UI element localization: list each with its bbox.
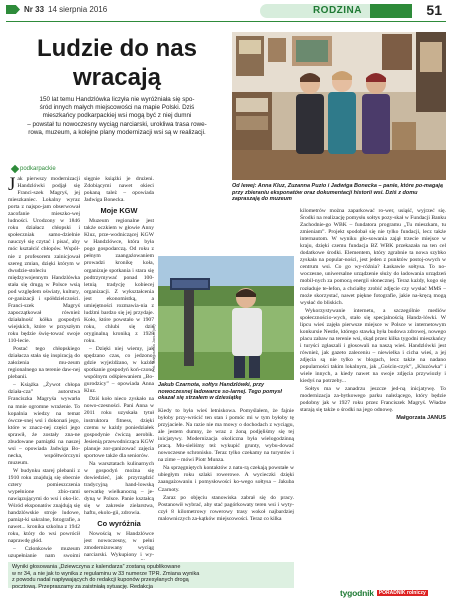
lead-line: 150 lat temu Handzlówka liczyła nie wyróżniała się spo- (39, 96, 195, 103)
logo-poradnik: PORADNIK rolniczy (378, 590, 426, 596)
notice-line: Wyniki głosowania „Dziewczyna z kalendarza” zostaną opublikowane (12, 564, 181, 570)
article-column-2 (84, 176, 154, 560)
lead-line: rowa, muzeum, a kolejne plany modernizacji wsi są w realizacji. (28, 128, 206, 136)
page-number: 51 (426, 2, 442, 18)
issue-date: 14 sierpnia 2016 (48, 5, 108, 14)
solar-photo-caption (158, 382, 294, 402)
paragraph: Kiedy to była wieś letniskowa. Pomyślałem, że fajnie byłoby przy-wrócić ten stan i pomóc mi w tym byłoby tę przyjaciele. Na razie nie ma mowy o dochodach z wyciągu, ale jestem dumny, że wraz z żoną podjęliśmy się tej inicjatywy. Modernizacja okoliczna była wielogodzinną pracą. Mu-sieliśmy też wykupić grunty, wybu-dować nowoczesne schronisko. Teraz tylko czekamy na turystów i na zime – mówi Piotr Munza. (158, 408, 294, 464)
section-label: RODZINA (312, 5, 362, 16)
paragraph: Na warsztatach kulinarnych w gospodyń można się dowiedzieć, jak przyrządzić tradycyjną hand-lowską serwatkę wielkanocną – je-dyną w Polsce. Panie kształcą się w zakresie zielarstwa, haftu, ekolo-gii, zdrowia. (84, 460, 154, 517)
section-bar (370, 4, 412, 18)
paragraph: Muzeum regionalne jest także oczkiem w głowie Anny Kluz, prze-wodniczącej KGW w Handzlówce, która była pogo gospodarczą. Od roku z pełnym zaangażowaniem prowadzi kronikę koła, organizuje spotkania i stara się podtrzymywać ponad 100-letnią tradycję kobiecej organizacji. Z wykształcenia jest ekonomistką, a umiejętności rozmawia-nia z ludźmi bardzo się jej przydaje. Koło, które powstało w 1907 roku, chlubi się dziś oryginalną kroniką z 1928 roku. (84, 218, 154, 344)
paragraph: Postać tego chłopskiego działacza stała się inspiracją do założenia mu-zeum regionalnego na terenie daw-nej plebanii. (8, 346, 80, 381)
museum-photo-caption (232, 183, 446, 203)
publication-logo (340, 588, 428, 598)
tag-icon (11, 165, 19, 173)
section-label-box (260, 4, 370, 18)
article-column-1 (8, 176, 80, 560)
article-lead (8, 96, 226, 137)
paragraph: Wykorzystywanie internetu, a szczególnie mediów społecznościo-wych, stało się specjalnością Handz-lówki. W lipcu wieś zajęła pierwsze miejsce w Polsce w internetowym konkursie Nestle, którego stawką była budowa zdrowej, nowego placu zabaw na terenie wsi, skąd przez kilka tygodni mieszkańcy i turyści zgłaszali i głosowali na naszą wieś. Handzlówki jest również, jak gazeto zaleceniu – niewielka i cicha wieś, a jej zdjęcia są nie tylko w blogach, lecz także na nadano popularności takim lokalnym, jak „Gościn-czyk”, „Kluzówka” i wiele innych, a kiedy nawet na swoje zdjęcia przywiozły i kiedyś na potrzeby... (300, 307, 446, 385)
title-line-1: Ludzie do nas (36, 35, 197, 62)
paragraph: Na sprzęgniętych kontaktów z natu-rą czekają powstałe w ubiegłym roku szlaki rowerowe. A wycieczki dzięki zaangażowaniu i pomysłowości ko-wego sołtysa – Jakuba Czarnoty. (158, 465, 294, 493)
lead-line: – powstał tu nowoczesny wyciąg narciarski, urokliwa trasa rowe- (27, 120, 207, 128)
header-divider (6, 21, 446, 22)
paragraph: kilometrów można zaparkować ro-wer, usiąść, wyjrzeć się. Środki na realizację pomysłu sołtys pozy-skał w Fundacji Banku Zachodnie-go WBK – fundatora programu „Tu mieszkam, tu zmieniam”. Projekt spodobał się nie tylko fundacji, lecz także internautom. W wyniku gło-sowania zajął trzecie miejsce w kraju, dzięki czemu fundacja BZ WBK przekazała na ten cel dodatkowe środki. Elementem, który zgrabnie ta nowa szybko zyskała na popular-ności, jest jeden z punktów postoj-owych w centrum wsi. Co go wy-różnia? Łaskawie sołtysa. To no-woczesne, uniwersalne urządzenie służy do ładowania urządzeń mobil-nych za pomocą energii słonecznej. Teraz każdy, kogo się rozładuje te-lefon, a chciałby zrobić zdjęcie czy wysłać MMS – może skorzystać, nawet piękne fotografie, jakie na-kręcą mogą wysłać do bliskich. (300, 208, 446, 306)
editorial-notice-box (8, 562, 294, 588)
notice-line: pocztową. Przepraszamy za zaistniałą sytuację. Redakcja (12, 583, 153, 590)
notice-line: z powodu nadal napływających do redakcji kuponów przesyłanych drogą (12, 577, 189, 584)
solar-caption-main: Jakub Czarnota, sołtys Handzlówki, przy nowoczesnej ładowarce so-larnej. Tego pomysł okazał się strzałem w dziesiątkę (158, 382, 282, 402)
paragraph: W budynku starej plebanii z 1910 roku znajdują się obecnie cztery pomieszczenia wypełnione zbio-rami nawiązującymi do wsi i oko-lic. Wśród eksponatów znajdują się handzlówskie stroje ludowe, pamiąt-ki sakralne, fotografie, a nawet... kronika szkolna z 1942 roku, który do wsi powrócił naprawdę głód. (8, 467, 80, 545)
paragraph: – Książka „Żywot chłopa działa-cza” autorstwa Franciszka Magryśa wywarła na mnie ogromne wrażenie. To kopalnia wiedzy na temat ówcze-snej wsi i dokonań jego, które w znacz-nej części jego sprawił, że zostały zna-ne zbudowane pamiątki na naszej wsi – opowiada Jadwiga Bo-necka, współtwórczyni muzeum. (8, 382, 80, 466)
region-tag (12, 166, 56, 172)
arrow-icon (6, 5, 20, 14)
photo-credit: Fot. Małgorzata Janus (x2) (151, 324, 156, 372)
drop-cap: J (8, 176, 16, 195)
logo-tygodnik: tygodnik (340, 588, 374, 598)
paragraph: – Dzięki niej wiemy, jak spędzano czas, co jedzono, gdzie wyjeżdżano, w każde spotkanie gospodyń koń-czono wspólnym odśpiewaniem „Bo-gurodzicy” – opowiada Anna Kluz. (84, 346, 154, 395)
paragraph: sięgnie książki je drużeni. Zdobiącymi nawet okieci pokaną tależ – opowiada Jadwiga Bonecka. (84, 176, 154, 204)
museum-caption-main: Od lewej: Anna Kluz, Zuzanna Puzio i Jadwiga Bonecka – panie, które po-magają przy zbieraniu eksponatów oraz dokumentacji historii wsi. Dziś (232, 183, 443, 196)
paragraph: – Członkowie muzeum uzupełnianie nam swoimi (8, 546, 80, 560)
solar-charger-photo-image (158, 256, 294, 380)
paragraph: Dziś koło nieco zyskało na nowo-czesności. Pani Anna w 2011 roku uzyskała tytuł instruktora fitness, dzięki czemu w każdy poniedziałek gospodynie ćwiczą aerobik. Jesienią przewodnicząca KGW planuje zor-ganizować zajęcia sportowe także dla seniorów. (84, 396, 154, 459)
paragraph: Sołtys ma w zanadrzu jeszcze jed-ną inicjatywę. To modernizacja za-bytkowego parku należącego, który będzie podobny jak w 1927 roku przez Franciszek Magryś. Władze starają się także o środki na jego odnowę. (300, 386, 446, 414)
notice-line: w nr 34, a nie jak to wynika z regulaminu w 33 numerze TPR. Zmiana wynika (12, 570, 200, 577)
subheading-kgw: Moje KGW (100, 206, 138, 216)
paragraph: Nowością w Handzlówce jest nowoczesny, w pełni zmodernizowany wyciąg narciarski. Wykupiony i wy- (84, 531, 154, 559)
region-tag-label: podkarpackie (20, 166, 56, 172)
article-column-4 (300, 208, 446, 578)
page-header (0, 0, 452, 22)
issue-number: Nr 33 (24, 5, 45, 14)
museum-caption-rest: z domu zapraszają do muzeum (232, 189, 418, 203)
article-author: Małgorzata JANUS (396, 415, 446, 422)
museum-photo-image (232, 32, 446, 180)
title-line-2: wracają (72, 64, 162, 91)
lead-line: śród innych małych miejscowości na mapie Polski. Dziś (39, 104, 195, 112)
article-column-3 (158, 408, 294, 558)
museum-photo (232, 32, 446, 180)
paragraph: Zaraz po objęciu stanowiska zabrał się do pracy. Postanowił wybrać, aby stać pagórkowaty teren wsi i wyty-czył 8 kilometrowy rowerowy trasy wokoł najbardziej malowniczych za-kątków miejscowości. Teraz co kilka (158, 494, 294, 522)
paragraph: Jak pierwszy modernizacji Handzlówki podjął się Franci-szek Magryś, jej mieszkaniec. Lokalny wyraz porta z najspo-jam obserwował zacofanie mieszko-wej ludności. Urodzony w 1846 roku działacz chłopski i społeczniak samo-dzielnie nauczył się czytać i pisać, aby móc kształcić chłopów. Wspól-nie z profesorem zainicjował szereg zmian, dzięki którym w dwudzie-stoleciu międzywojennym Handzlówka stała się drugą w Polsce wsią pod względem oświaty, kultury, or-ganizacji i spółdzielczości. Franci-szek Magryś zapoczątkował również działalność kółka gospodyń wiejskich, które w przyszłym roku będzie świę-tować swoje 110-lecie. (8, 176, 80, 345)
solar-charger-photo (158, 256, 294, 380)
subheading-co-wyroznia: Co wyróżnia (97, 519, 141, 529)
lead-line: mieszkańcy podkarpackiej wsi mogą być z niej dumni (42, 112, 192, 120)
header-issue-info (6, 5, 107, 14)
article-title (8, 34, 226, 92)
